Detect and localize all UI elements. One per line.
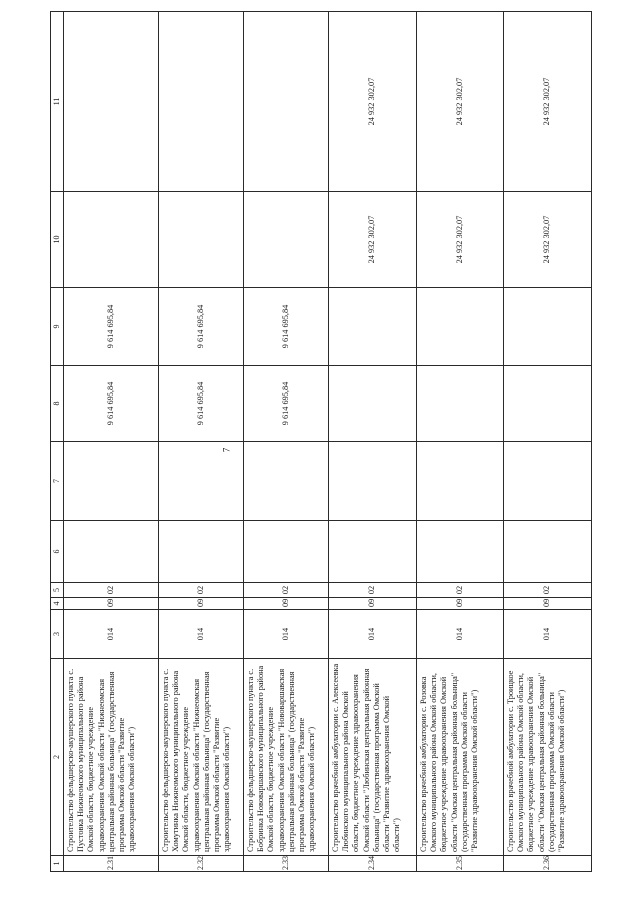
row-code: 014 (329, 610, 417, 659)
row-number: 2.34 (329, 856, 417, 872)
column-header: 5 (51, 583, 64, 598)
row-col-10 (159, 192, 244, 288)
row-col-8: 9 614 695,84 (244, 366, 329, 442)
row-col-8 (329, 366, 417, 442)
column-header: 4 (51, 598, 64, 610)
row-col-11: 24 932 302,07 (417, 12, 504, 192)
column-header: 8 (51, 366, 64, 442)
table-row (64, 12, 159, 872)
row-col-10 (64, 192, 159, 288)
column-header: 3 (51, 610, 64, 659)
row-code: 014 (244, 610, 329, 659)
row-col-7 (159, 442, 244, 521)
row-section: 09 (64, 598, 159, 610)
table-row (159, 12, 244, 872)
table-row (504, 12, 592, 872)
header-row (51, 12, 64, 872)
row-col-7 (329, 442, 417, 521)
row-col-6 (64, 521, 159, 583)
column-header: 11 (51, 12, 64, 192)
row-section: 09 (329, 598, 417, 610)
budget-table (50, 11, 592, 872)
budget-table-rotated (50, 12, 565, 872)
row-col-11: 24 932 302,07 (329, 12, 417, 192)
row-col-7 (504, 442, 592, 521)
row-code: 014 (504, 610, 592, 659)
row-section: 09 (504, 598, 592, 610)
row-description: Строительство врачебной амбулатории с. Розовка Омского муниципального района Омской области, бюджетное учреждение здравоохранения Омской области "Омская центральная районная больница" (государственная программа Омской области "Развитие здравоохранения Омской области") (417, 659, 504, 856)
row-code: 014 (417, 610, 504, 659)
table-body (51, 12, 592, 872)
row-col-8: 9 614 695,84 (159, 366, 244, 442)
table-row (417, 12, 504, 872)
column-header: 2 (51, 659, 64, 856)
page-number: 7 (221, 447, 232, 453)
row-number: 2.31 (64, 856, 159, 872)
row-col-6 (244, 521, 329, 583)
row-col-9: 9 614 695,84 (64, 288, 159, 366)
row-subsection: 02 (417, 583, 504, 598)
row-subsection: 02 (244, 583, 329, 598)
row-col-11: 24 932 302,07 (504, 12, 592, 192)
row-subsection: 02 (329, 583, 417, 598)
row-col-7 (244, 442, 329, 521)
row-number: 2.32 (159, 856, 244, 872)
row-col-7 (417, 442, 504, 521)
row-code: 014 (159, 610, 244, 659)
table-row (244, 12, 329, 872)
column-header: 6 (51, 521, 64, 583)
row-col-10 (244, 192, 329, 288)
row-number: 2.33 (244, 856, 329, 872)
row-subsection: 02 (64, 583, 159, 598)
row-description: Строительство фельдшерско-акушерского пункта с. Бобринка Нововаршавского муниципального района Омской области, бюджетное учреждение здравоохранения Омской области "Нововаршавская центральная районная больница" (государственная программа Омской области "Развитие здравоохранения Омской области") (244, 659, 329, 856)
row-col-11 (64, 12, 159, 192)
row-description: Строительство фельдшерско-акушерского пункта с. Пустовка Нижнеомского муниципального района Омской области, бюджетное учреждение здравоохранения Омской области "Нижнеомская центральная районная больница" (государственная программа Омской области "Развитие здравоохранения Омской области") (64, 659, 159, 856)
row-col-9 (504, 288, 592, 366)
column-header: 7 (51, 442, 64, 521)
column-header: 1 (51, 856, 64, 872)
column-header: 10 (51, 192, 64, 288)
row-subsection: 02 (159, 583, 244, 598)
row-col-6 (159, 521, 244, 583)
row-section: 09 (159, 598, 244, 610)
row-number: 2.35 (417, 856, 504, 872)
row-col-7 (64, 442, 159, 521)
row-col-11 (244, 12, 329, 192)
row-col-8 (504, 366, 592, 442)
row-col-10: 24 932 302,07 (504, 192, 592, 288)
row-subsection: 02 (504, 583, 592, 598)
row-col-10: 24 932 302,07 (417, 192, 504, 288)
row-col-6 (417, 521, 504, 583)
row-number: 2.36 (504, 856, 592, 872)
row-col-10: 24 932 302,07 (329, 192, 417, 288)
row-col-9: 9 614 695,84 (159, 288, 244, 366)
row-description: Строительство фельдшерско-акушерского пункта с. Хомутинка Нижнеомского муниципального района Омской области, бюджетное учреждение здравоохранения Омской области "Нижнеомская центральная районная больница" (государственная программа Омской области "Развитие здравоохранения Омской области") (159, 659, 244, 856)
row-section: 09 (244, 598, 329, 610)
row-col-6 (329, 521, 417, 583)
row-code: 014 (64, 610, 159, 659)
row-col-9: 9 614 695,84 (244, 288, 329, 366)
row-col-9 (417, 288, 504, 366)
row-col-9 (329, 288, 417, 366)
row-section: 09 (417, 598, 504, 610)
row-col-11 (159, 12, 244, 192)
row-col-6 (504, 521, 592, 583)
row-description: Строительство врачебной амбулатории с. Троицкое Омского муниципального района Омской области, бюджетное учреждение здравоохранения Омской области "Омская центральная районная больница" (государственная программа Омской области "Развитие здравоохранения Омской области") (504, 659, 592, 856)
column-header: 9 (51, 288, 64, 366)
row-description: Строительство врачебной амбулатории с. Алексеевка Любинского муниципального района Омской области, бюджетное учреждение здравоохранения Омской области "Любинская центральная районная больница" (государственная программа Омской области "Развитие здравоохранения Омской области") (329, 659, 417, 856)
row-col-8: 9 614 695,84 (64, 366, 159, 442)
row-col-8 (417, 366, 504, 442)
table-row (329, 12, 417, 872)
